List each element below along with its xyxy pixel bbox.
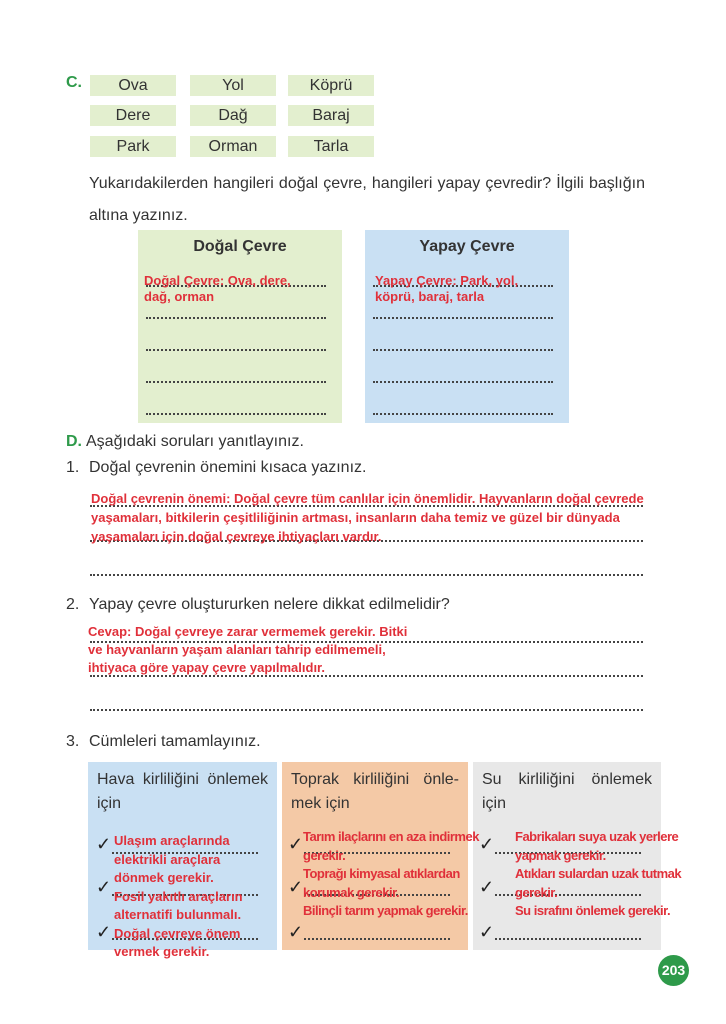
q1-answer-line: yaşamaları, bitkilerin çeşitliliğinin artması, insanların daha temiz ve güzel bir dünyada bbox=[91, 510, 620, 525]
check-icon: ✓ bbox=[96, 834, 112, 854]
word-chip: Dağ bbox=[190, 105, 276, 126]
q2-answer-line: Cevap: Doğal çevreye zarar vermemek gerekir. Bitki bbox=[88, 624, 408, 639]
water-answer-line: gerekir. bbox=[515, 884, 558, 900]
word-chip: Dere bbox=[90, 105, 176, 126]
check-icon: ✓ bbox=[288, 834, 304, 854]
section-d-label: D. bbox=[66, 433, 82, 450]
q1-answer-line: Doğal çevrenin önemi: Doğal çevre tüm canlılar için önemlidir. Hayvanların doğal çevrede bbox=[91, 491, 644, 506]
section-c-label: C. bbox=[66, 74, 82, 91]
section-d-instruction: Aşağıdaki soruları yanıtlayınız. bbox=[86, 433, 304, 450]
word-chip: Orman bbox=[190, 136, 276, 157]
q3-text: Cümleleri tamamlayınız. bbox=[89, 733, 261, 750]
soil-answer-line: gerekir. bbox=[303, 847, 346, 863]
word-chip: Köprü bbox=[288, 75, 374, 96]
water-answer-line: Fabrikaları suya uzak yerlere bbox=[515, 829, 679, 844]
q3-number: 3. bbox=[66, 733, 80, 750]
check-icon: ✓ bbox=[288, 877, 304, 897]
air-box-title: Hava kirliliğini önlemek için bbox=[97, 771, 268, 812]
q2-answer-line: ihtiyaca göre yapay çevre yapılmalıdır. bbox=[88, 660, 326, 675]
check-icon: ✓ bbox=[288, 922, 304, 942]
air-answer-line: alternatifi bulunmalı. bbox=[114, 907, 242, 922]
natural-answer-line: dağ, orman bbox=[144, 289, 215, 304]
soil-answers bbox=[303, 828, 479, 921]
artificial-box-title: Yapay Çevre bbox=[419, 238, 515, 255]
water-answer-line: Su israfını önlemek gerekir. bbox=[515, 903, 671, 918]
water-box-title: Su kirliliğini önlemek için bbox=[482, 771, 652, 812]
water-answer-line: yapmak gerekir. bbox=[515, 847, 606, 863]
artificial-environment-box bbox=[365, 230, 569, 423]
air-answer-line: elektrikli araçlara bbox=[114, 851, 221, 867]
check-icon: ✓ bbox=[479, 922, 495, 942]
q1-answer-line: yaşamaları için doğal çevreye ihtiyaçları vardır. bbox=[91, 529, 382, 544]
soil-answer-line: Toprağı kimyasal atıklardan bbox=[303, 866, 460, 881]
q2-answer-line: ve hayvanların yaşam alanları tahrip edilmemeli, bbox=[88, 642, 386, 657]
check-icon: ✓ bbox=[96, 877, 112, 897]
q1-text: Doğal çevrenin önemini kısaca yazınız. bbox=[89, 459, 367, 476]
air-answer-line: dönmek gerekir. bbox=[114, 870, 214, 885]
section-c-instruction: Yukarıdakilerden hangileri doğal çevre, hangileri yapay çevredir? İlgili başlığın altına yazınız. bbox=[89, 175, 645, 224]
soil-box-title: Toprak kirliliğini önle-mek için bbox=[291, 771, 459, 812]
soil-answer-line: Tarım ilaçlarını en aza indirmek bbox=[303, 829, 479, 844]
air-answer-line: Doğal çevreye önem bbox=[114, 925, 241, 941]
natural-box-title: Doğal Çevre bbox=[193, 238, 287, 255]
word-chip: Park bbox=[90, 136, 176, 157]
page-number: 203 bbox=[658, 955, 689, 986]
natural-answer-line: Doğal Çevre: Ova, dere, bbox=[144, 273, 291, 288]
natural-environment-box bbox=[138, 230, 342, 423]
q2-text: Yapay çevre oluştururken nelere dikkat edilmelidir? bbox=[89, 596, 450, 613]
air-answer-line: Ulaşım araçlarında bbox=[114, 833, 230, 848]
check-icon: ✓ bbox=[479, 834, 495, 854]
word-chip: Baraj bbox=[288, 105, 374, 126]
check-icon: ✓ bbox=[96, 922, 112, 942]
word-chip: Yol bbox=[190, 75, 276, 96]
word-chip: Tarla bbox=[288, 136, 374, 157]
q1-number: 1. bbox=[66, 459, 80, 476]
air-answers bbox=[114, 832, 243, 962]
soil-answer-line: Bilinçli tarım yapmak gerekir. bbox=[303, 903, 468, 918]
artificial-answer-line: Yapay Çevre: Park, yol, bbox=[375, 273, 519, 288]
artificial-answer-line: köprü, baraj, tarla bbox=[375, 289, 485, 304]
word-chip: Ova bbox=[90, 75, 176, 96]
air-answer-line: vermek gerekir. bbox=[114, 944, 210, 959]
q2-number: 2. bbox=[66, 596, 80, 613]
soil-answer-line: korumak gerekir. bbox=[303, 884, 400, 900]
water-answers bbox=[515, 828, 681, 921]
check-icon: ✓ bbox=[479, 877, 495, 897]
water-answer-line: Atıkları sulardan uzak tutmak bbox=[515, 866, 682, 881]
air-answer-line: Fosil yakıtlı araçların bbox=[114, 888, 243, 904]
